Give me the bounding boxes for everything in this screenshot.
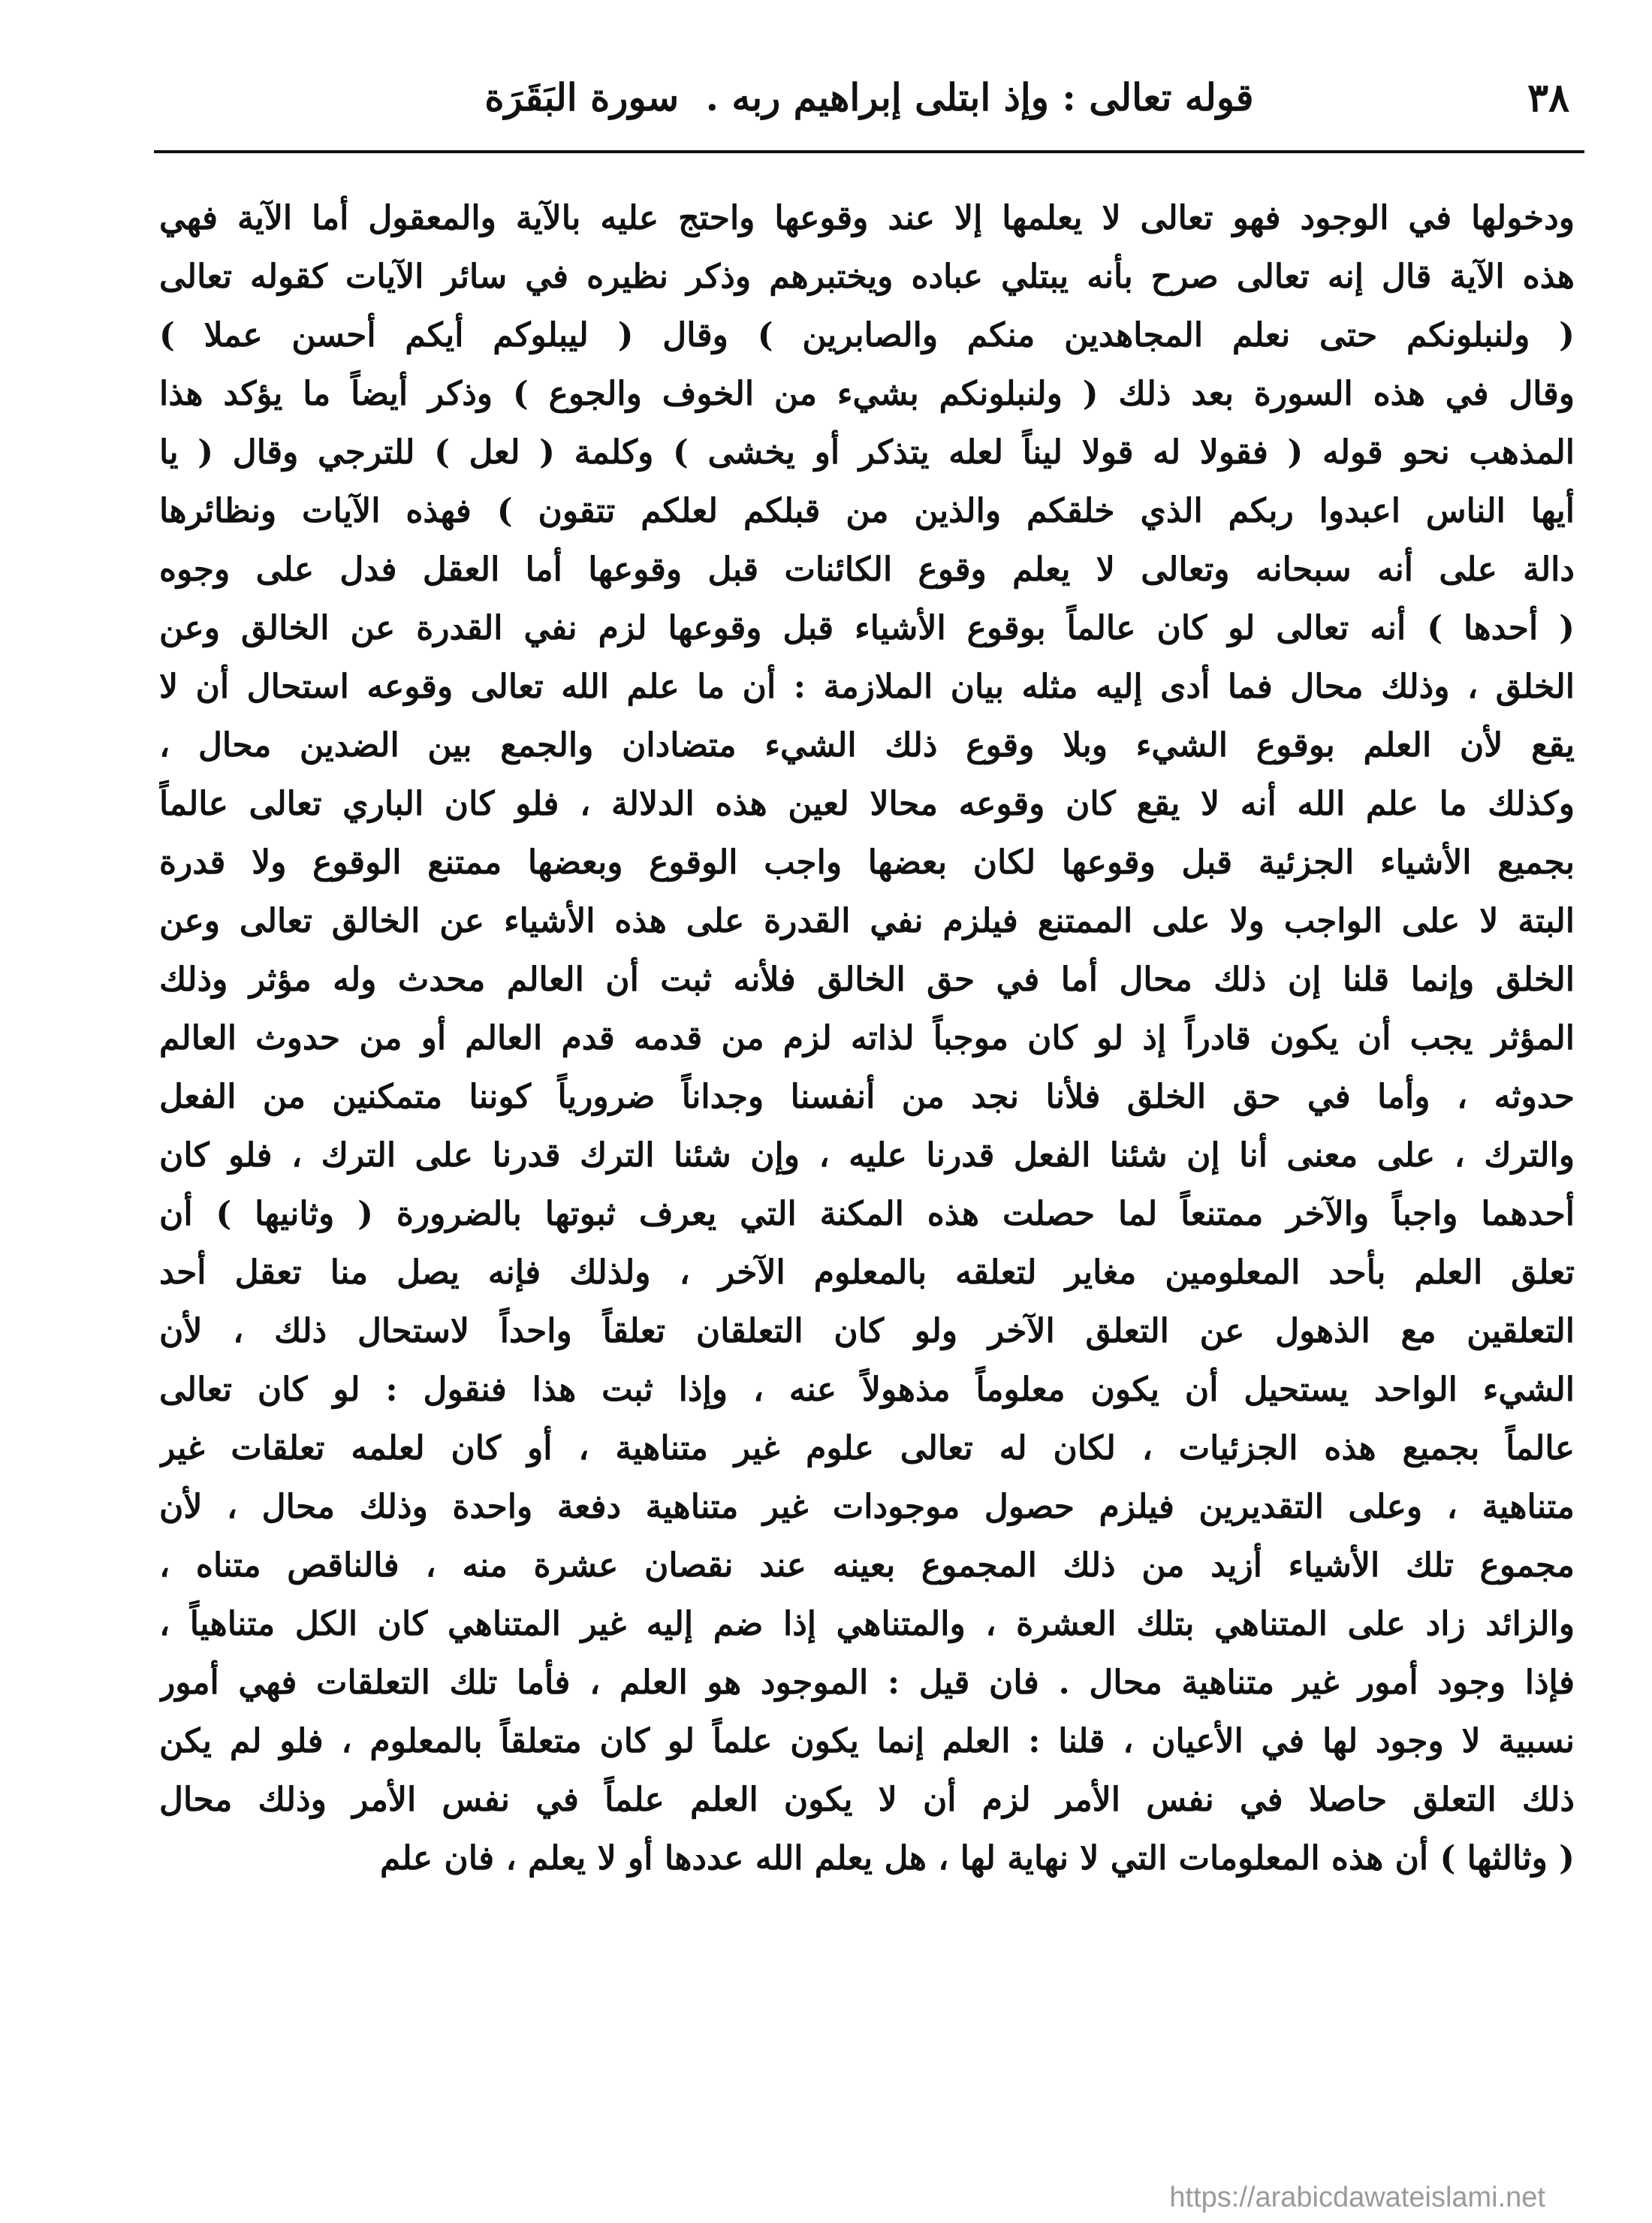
text-line: تعلق العلم بأحد المعلومين مغاير لتعلقه بالمعلوم الآخر ، ولذلك فإنه يصل منا تعقل أحد bbox=[159, 1253, 1575, 1292]
text-line: والزائد زاد على المتناهي بتلك العشرة ، والمتناهي إذا ضم إليه غير المتناهي كان الكل متناهياً ، bbox=[159, 1605, 1575, 1643]
text-line: ودخولها في الوجود فهو تعالى لا يعلمها إلا عند وقوعها واحتج عليه بالآية والمعقول أما الآية فهي bbox=[159, 199, 1575, 237]
text-line: بجميع الأشياء الجزئية قبل وقوعها لكان بعضها واجب الوقوع وبعضها ممتنع الوقوع ولا قدرة bbox=[159, 843, 1575, 882]
text-line: مجموع تلك الأشياء أزيد من ذلك المجموع بعينه عند نقصان عشرة منه ، فالناقص متناه ، bbox=[159, 1546, 1575, 1585]
page-header bbox=[154, 69, 1584, 159]
text-line: والترك ، على معنى أنا إن شئنا الفعل قدرنا عليه ، وإن شئنا الترك قدرنا على الترك ، فلو كان bbox=[159, 1136, 1575, 1175]
running-head-surah: سورة البَقَرَة bbox=[484, 75, 680, 119]
text-line: الخلق وإنما قلنا إن ذلك محال أما في حق الخالق فلأنه ثبت أن العالم محدث وله مؤثر وذلك bbox=[159, 961, 1575, 999]
text-line: المذهب نحو قوله ( فقولا له قولا ليناً لعله يتذكر أو يخشى ) وكلمة ( لعل ) للترجي وقال ( يا bbox=[159, 433, 1575, 472]
text-line: ذلك التعلق حاصلا في نفس الأمر لزم أن لا يكون العلم علماً في نفس الأمر وذلك محال bbox=[159, 1781, 1575, 1819]
text-line: البتة لا على الواجب ولا على الممتنع فيلزم نفي القدرة على هذه الأشياء عن الخالق تعالى وعن bbox=[159, 902, 1575, 940]
text-line: عالماً بجميع هذه الجزئيات ، لكان له تعالى علوم غير متناهية ، أو كان لعلمه تعلقات غير bbox=[159, 1429, 1575, 1467]
text-line: يقع لأن العلم بوقوع الشيء وبلا وقوع ذلك الشيء متضادان والجمع بين الضدين محال ، bbox=[159, 726, 1575, 765]
text-line: هذه الآية قال إنه تعالى صرح بأنه يبتلي عباده ويختبرهم وذكر نظيره في سائر الآيات كقوله تعالى bbox=[159, 258, 1575, 296]
running-head bbox=[154, 75, 1584, 119]
text-line: نسبية لا وجود لها في الأعيان ، قلنا : العلم إنما يكون علماً لو كان متعلقاً بالمعلوم ، فلو لم يكن bbox=[159, 1722, 1575, 1760]
running-head-title: قوله تعالى : وإذ ابتلى إبراهيم ربه . bbox=[705, 75, 1254, 119]
text-line: فإذا وجود أمور غير متناهية محال . فان قيل : الموجود هو العلم ، فأما تلك التعلقات فهي أمور bbox=[159, 1663, 1575, 1702]
text-line: ( وثالثها ) أن هذه المعلومات التي لا نهاية لها ، هل يعلم الله عددها أو لا يعلم ، فان علم bbox=[379, 1839, 1575, 1878]
text-line: المؤثر يجب أن يكون قادراً إذ لو كان موجباً لذاته لزم من قدمه قدم العالم أو من حدوث العالم bbox=[159, 1019, 1575, 1057]
text-line: حدوثه ، وأما في حق الخلق فلأنا نجد من أنفسنا وجداناً ضرورياً كوننا متمكنين من الفعل bbox=[159, 1078, 1575, 1116]
text-line: أيها الناس اعبدوا ربكم الذي خلقكم والذين من قبلكم لعلكم تتقون ) فهذه الآيات ونظائرها bbox=[159, 492, 1575, 530]
text-line: متناهية ، وعلى التقديرين فيلزم حصول موجودات غير متناهية دفعة واحدة وذلك محال ، لأن bbox=[159, 1488, 1575, 1526]
header-rule bbox=[154, 150, 1584, 153]
text-line: التعلقين مع الذهول عن التعلق الآخر ولو كان التعلقان تعلقاً واحداً لاستحال ذلك ، لأن bbox=[159, 1312, 1575, 1350]
text-line: ( أحدها ) أنه تعالى لو كان عالماً بوقوع الأشياء قبل وقوعها لزم نفي القدرة عن الخالق وعن bbox=[159, 609, 1575, 647]
watermark-url: https://arabicdawateislami.net bbox=[1169, 2182, 1545, 2213]
text-line: دالة على أنه سبحانه وتعالى لا يعلم وقوع الكائنات قبل وقوعها أما العقل فدل على وجوه bbox=[159, 550, 1575, 589]
text-line: الشيء الواحد يستحيل أن يكون معلوماً مذهولاً عنه ، وإذا ثبت هذا فنقول : لو كان تعالى bbox=[159, 1371, 1575, 1409]
text-line: الخلق ، وذلك محال فما أدى إليه مثله بيان الملازمة : أن ما علم الله تعالى وقوعه استحال أن لا bbox=[159, 668, 1575, 706]
text-line: وكذلك ما علم الله أنه لا يقع كان وقوعه محالا لعين هذه الدلالة ، فلو كان الباري تعالى عالماً bbox=[159, 785, 1575, 823]
text-line: وقال في هذه السورة بعد ذلك ( ولنبلونكم بشيء من الخوف والجوع ) وذكر أيضاً ما يؤكد هذا bbox=[159, 375, 1575, 413]
text-line: أحدهما واجباً والآخر ممتنعاً لما حصلت هذه المكنة التي يعرف ثبوتها بالضرورة ( وثانيها ) أن bbox=[159, 1195, 1575, 1233]
text-line: ( ولنبلونكم حتى نعلم المجاهدين منكم والصابرين ) وقال ( ليبلوكم أيكم أحسن عملا ) bbox=[159, 316, 1575, 354]
body-text bbox=[159, 189, 1575, 1888]
page-number: ٣٨ bbox=[1527, 75, 1569, 121]
